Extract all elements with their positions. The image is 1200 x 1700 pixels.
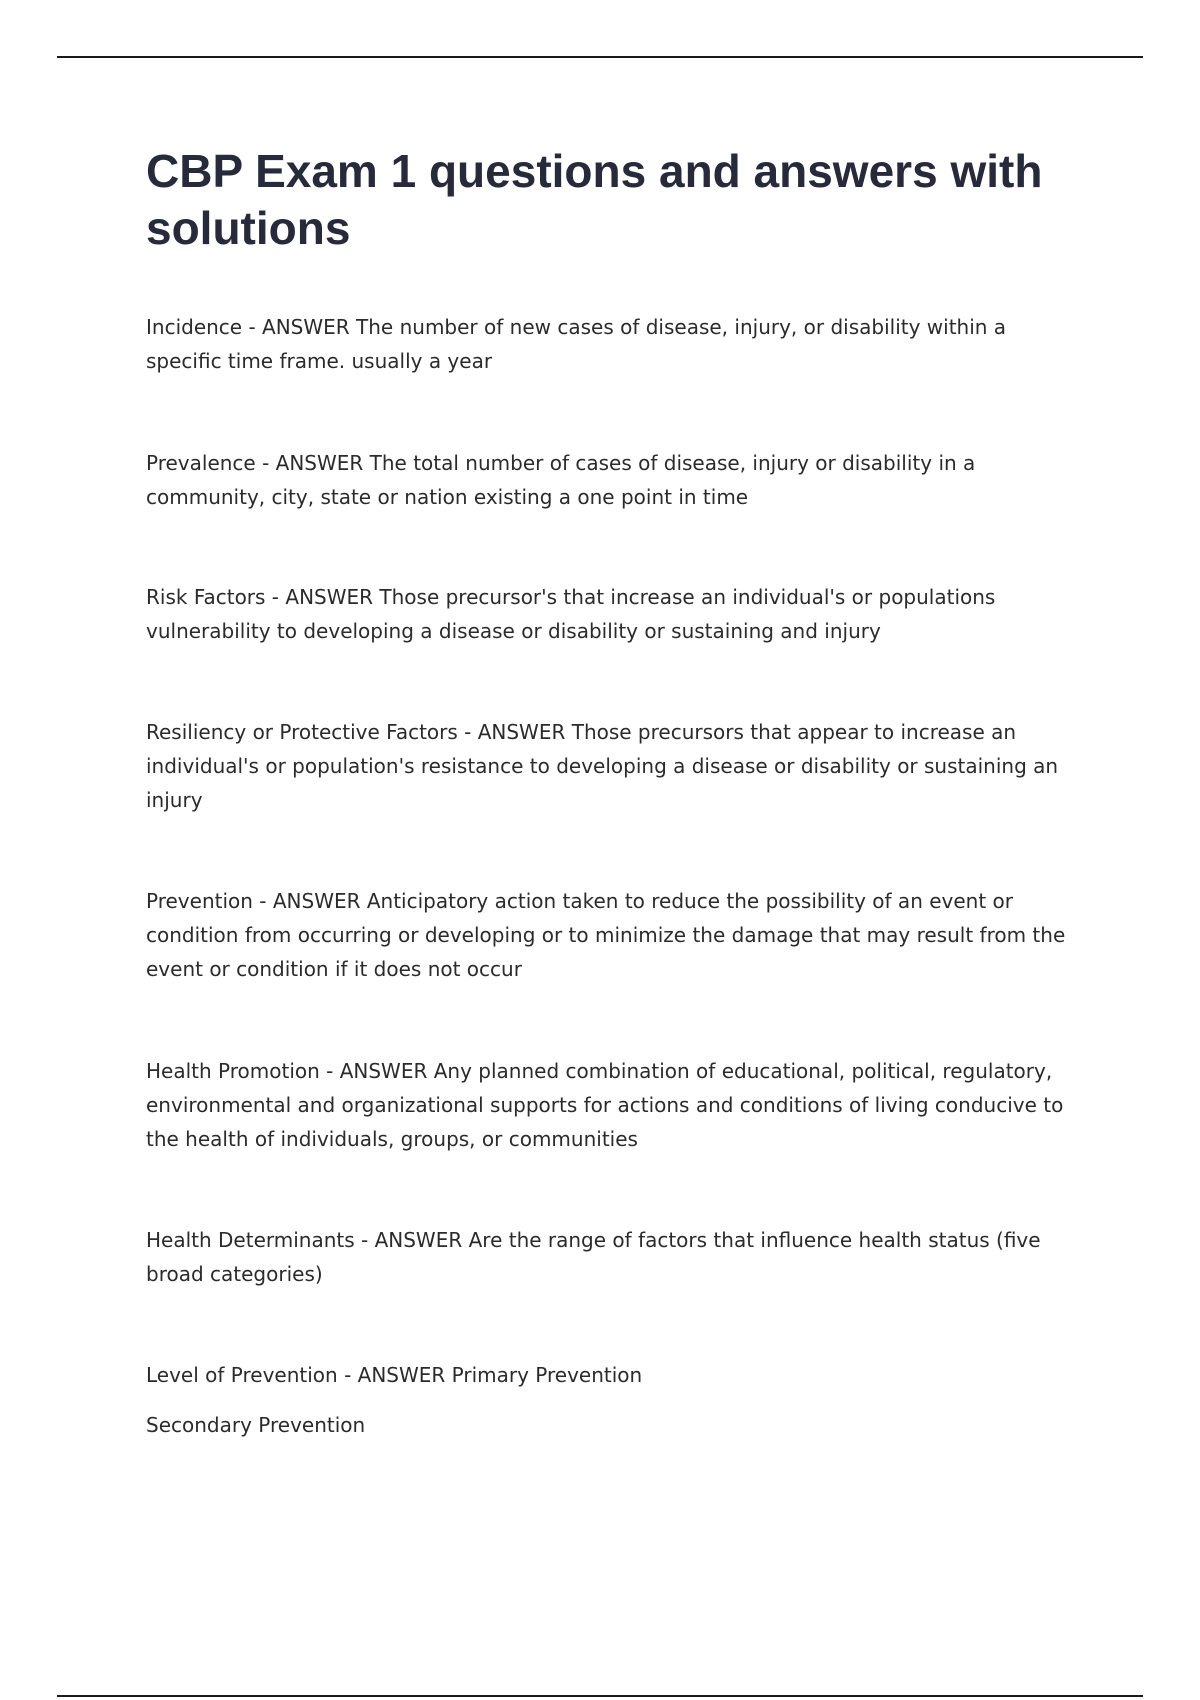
entry-prevention: Prevention - ANSWER Anticipatory action taken to reduce the possibility of an event or condition from occurring or developing or to minimize the damage that may result from the event or condition if it does not occur — [146, 889, 1066, 981]
bottom-rule — [57, 1695, 1143, 1697]
entry-secondary-prevention: Secondary Prevention — [146, 1413, 366, 1437]
entry-resiliency-factors: Resiliency or Protective Factors - ANSWER Those precursors that appear to increase an individual's or population's resistance to developing a disease or disability or sustaining an injury — [146, 720, 1059, 812]
page-title: CBP Exam 1 questions and answers with solutions — [146, 145, 1043, 254]
top-rule — [57, 56, 1143, 58]
entry-incidence: Incidence - ANSWER The number of new cases of disease, injury, or disability within a specific time frame. usually a year — [146, 315, 1007, 373]
entry-risk-factors: Risk Factors - ANSWER Those precursor's that increase an individual's or populations vulnerability to developing a disease or disability or sustaining and injury — [146, 585, 996, 643]
entry-prevalence: Prevalence - ANSWER The total number of cases of disease, injury or disability in a community, city, state or nation existing a one point in time — [146, 451, 976, 509]
entry-level-of-prevention: Level of Prevention - ANSWER Primary Prevention — [146, 1363, 643, 1387]
entry-health-determinants: Health Determinants - ANSWER Are the range of factors that influence health status (five broad categories) — [146, 1228, 1041, 1286]
entry-health-promotion: Health Promotion - ANSWER Any planned combination of educational, political, regulatory, environmental and organizational supports for actions and conditions of living conducive to the health of individuals, groups, or communities — [146, 1059, 1064, 1151]
